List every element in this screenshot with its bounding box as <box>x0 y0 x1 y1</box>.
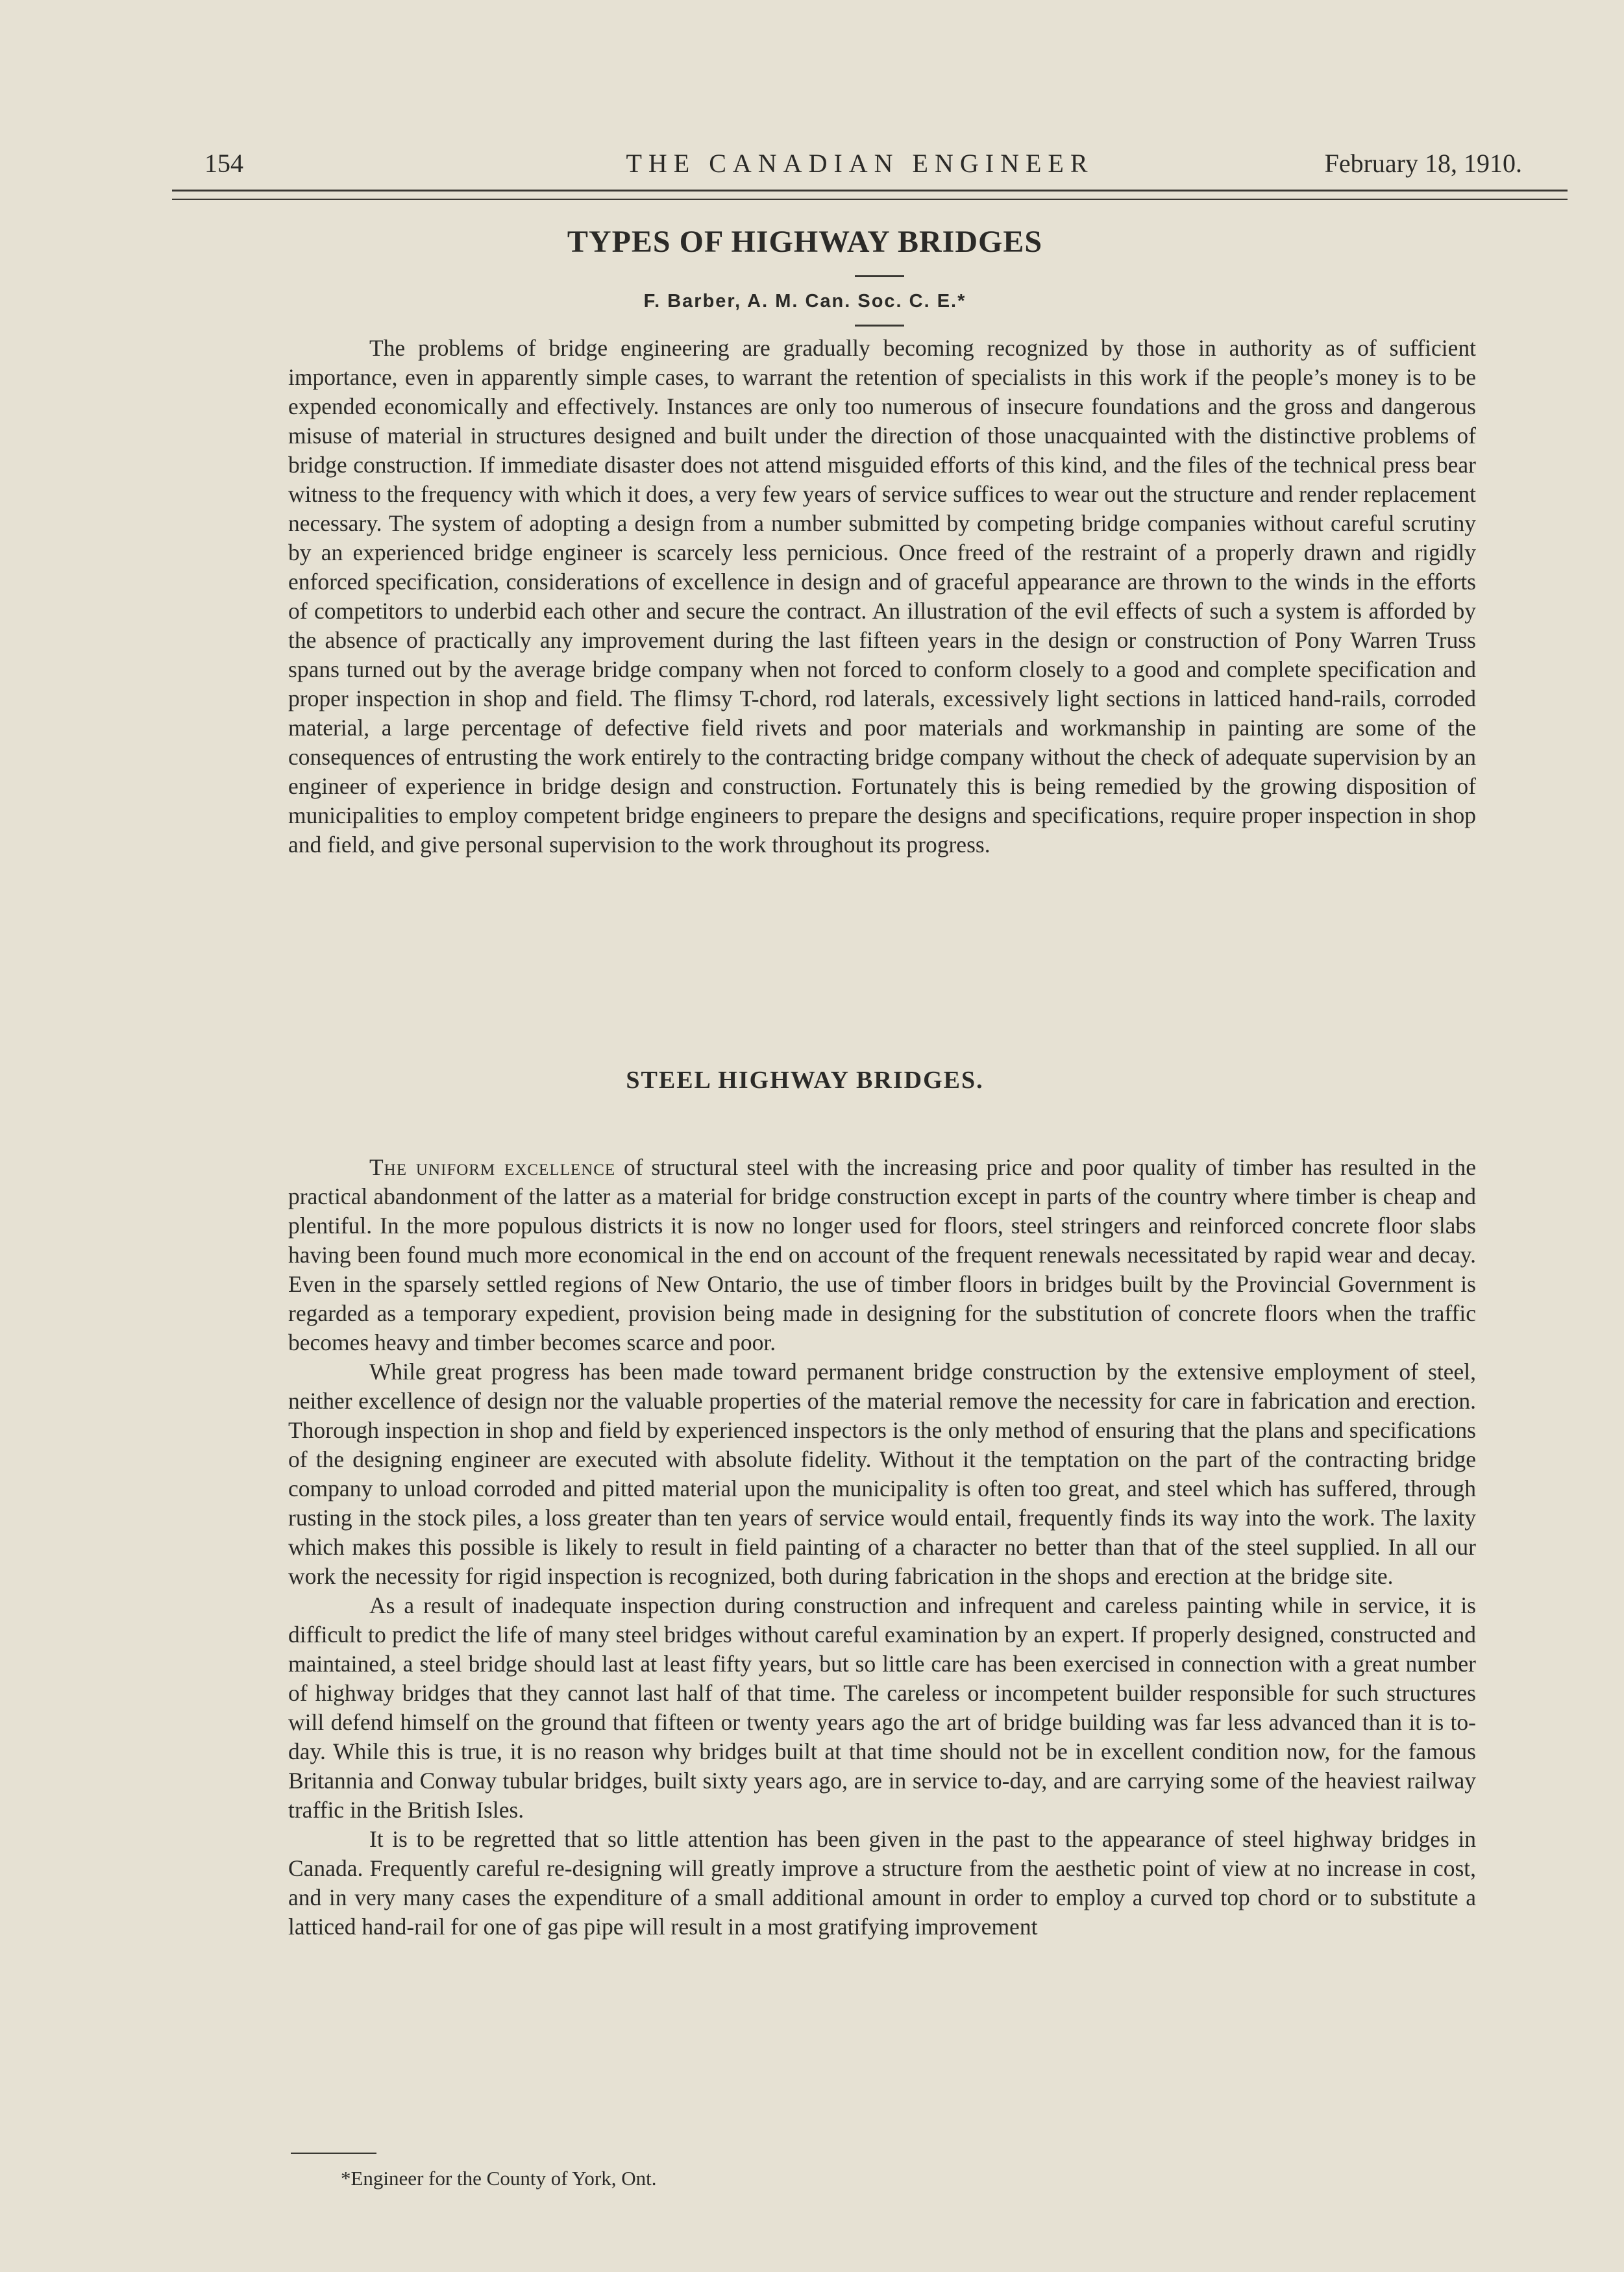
running-header <box>159 148 1561 187</box>
lead-in: The uniform excellence <box>369 1154 616 1180</box>
issue-date: February 18, 1910. <box>1324 149 1522 178</box>
section-paragraph-2: While great progress has been made toward permanent bridge construction by the extensive employment of steel, neither excellence of design nor the valuable properties of the material remove the necessity for care in fabrication and erection. Thorough inspection in shop and field by experienced inspectors is the only method of ensuring that the plans and specifications of the designing engineer are executed with absolute fidelity. Without it the temptation on the part of the contracting bridge company to unload corroded and pitted material upon the municipality is often too great, and steel which has suffered, through rusting in the stock piles, a loss greater than ten years of service would entail, frequently finds its way into the work. The laxity which makes this possible is likely to result in field painting of a character no better than that of the steel supplied. In all our work the necessity for rigid inspection is recognized, both during fabrication in the shops and erection at the bridge site. <box>288 1359 1476 1589</box>
footnote: *Engineer for the County of York, Ont. <box>341 2167 657 2190</box>
intro-paragraph: The problems of bridge engineering are gradually becoming recognized by those in authority as of sufficient importance, even in apparently simple cases, to warrant the retention of specialists in this work if the people’s money is to be expended economically and effectively. Instances are only too numerous of insecure foundations and the gross and dangerous misuse of material in structures designed and built under the direction of those unacquainted with the distinctive problems of bridge construction. If immediate disaster does not attend misguided efforts of this kind, and the files of the technical press bear witness to the frequency with which it does, a very few years of service suffices to wear out the structure and render replacement necessary. The system of adopting a design from a number submitted by competing bridge companies without careful scrutiny by an experienced bridge engineer is scarcely less pernicious. Once freed of the restraint of a properly drawn and rigidly enforced specification, considerations of excellence in design and of graceful appearance are thrown to the winds in the efforts of competitors to underbid each other and secure the contract. An illustration of the evil effects of such a system is afforded by the absence of practically any improvement during the last fifteen years in the design or construction of Pony Warren Truss spans turned out by the average bridge company when not forced to conform closely to a good and complete specification and proper inspection in shop and field. The flimsy T-chord, rod laterals, excessively light sections in latticed hand-rails, corroded material, a large percentage of defective field rivets and poor materials and workmanship in painting are some of the consequences of entrusting the work entirely to the contracting bridge company without the check of adequate supervision by an engineer of experience in bridge design and construction. Fortunately this is being remedied by the growing disposition of municipalities to employ competent bridge engineers to prepare the designs and specifications, require proper inspection in shop and field, and give personal supervision to the work throughout its progress. <box>288 335 1476 858</box>
footnote-rule <box>291 2153 376 2154</box>
paragraph-1-body: of structural steel with the increasing price and poor quality of timber has resulted in the practical abandonment of the latter as a material for bridge construction except in parts of the country where timber is cheap and plentiful. In the more populous districts it is now no longer used for floors, steel stringers and reinforced concrete floor slabs having been found much more economical in the end on account of the frequent renewals necessitated by rapid wear and decay. Even in the sparsely settled regions of New Ontario, the use of timber floors in bridges built by the Provincial Government is regarded as a temporary expedient, provision being made in designing for the substitution of concrete floors when the traffic becomes heavy and timber becomes scarce and poor. <box>288 1154 1476 1355</box>
header-rule-top <box>172 190 1568 191</box>
intro-text <box>288 334 1476 859</box>
section-paragraph-3: As a result of inadequate inspection during construction and infrequent and careless painting while in service, it is difficult to predict the life of many steel bridges without careful examination by an expert. If properly designed, constructed and maintained, a steel bridge should last at least fifty years, but so little care has been exercised in connection with a great number of highway bridges that they cannot last half of that time. The careless or incompetent builder responsible for such structures will defend himself on the ground that fifteen or twenty years ago the art of bridge building was far less advanced than it is to-day. While this is true, it is no reason why bridges built at that time should not be in excellent condition now, for the famous Britannia and Conway tubular bridges, built sixty years ago, are in service to-day, and are carrying some of the heaviest railway traffic in the British Isles. <box>288 1592 1476 1823</box>
author-divider <box>855 325 904 327</box>
section-text <box>288 1153 1476 1942</box>
journal-title: THE CANADIAN ENGINEER <box>626 149 1094 178</box>
article-author: F. Barber, A. M. Can. Soc. C. E.* <box>643 291 966 312</box>
section-paragraph-4: It is to be regretted that so little attention has been given in the past to the appearance of steel highway bridges in Canada. Frequently careful re-designing will greatly improve a structure from the aesthetic point of view at no increase in cost, and in very many cases the expenditure of a small additional amount in order to employ a curved top chord or to substitute a latticed hand-rail for one of gas pipe will result in a most gratifying improvement <box>288 1826 1476 1940</box>
title-divider <box>855 275 904 277</box>
page-number: 154 <box>204 149 243 178</box>
section-heading: STEEL HIGHWAY BRIDGES. <box>626 1067 984 1094</box>
header-rule-bottom <box>172 199 1568 200</box>
article-title: TYPES OF HIGHWAY BRIDGES <box>567 225 1043 259</box>
section-paragraph-1 <box>288 1153 1476 1357</box>
